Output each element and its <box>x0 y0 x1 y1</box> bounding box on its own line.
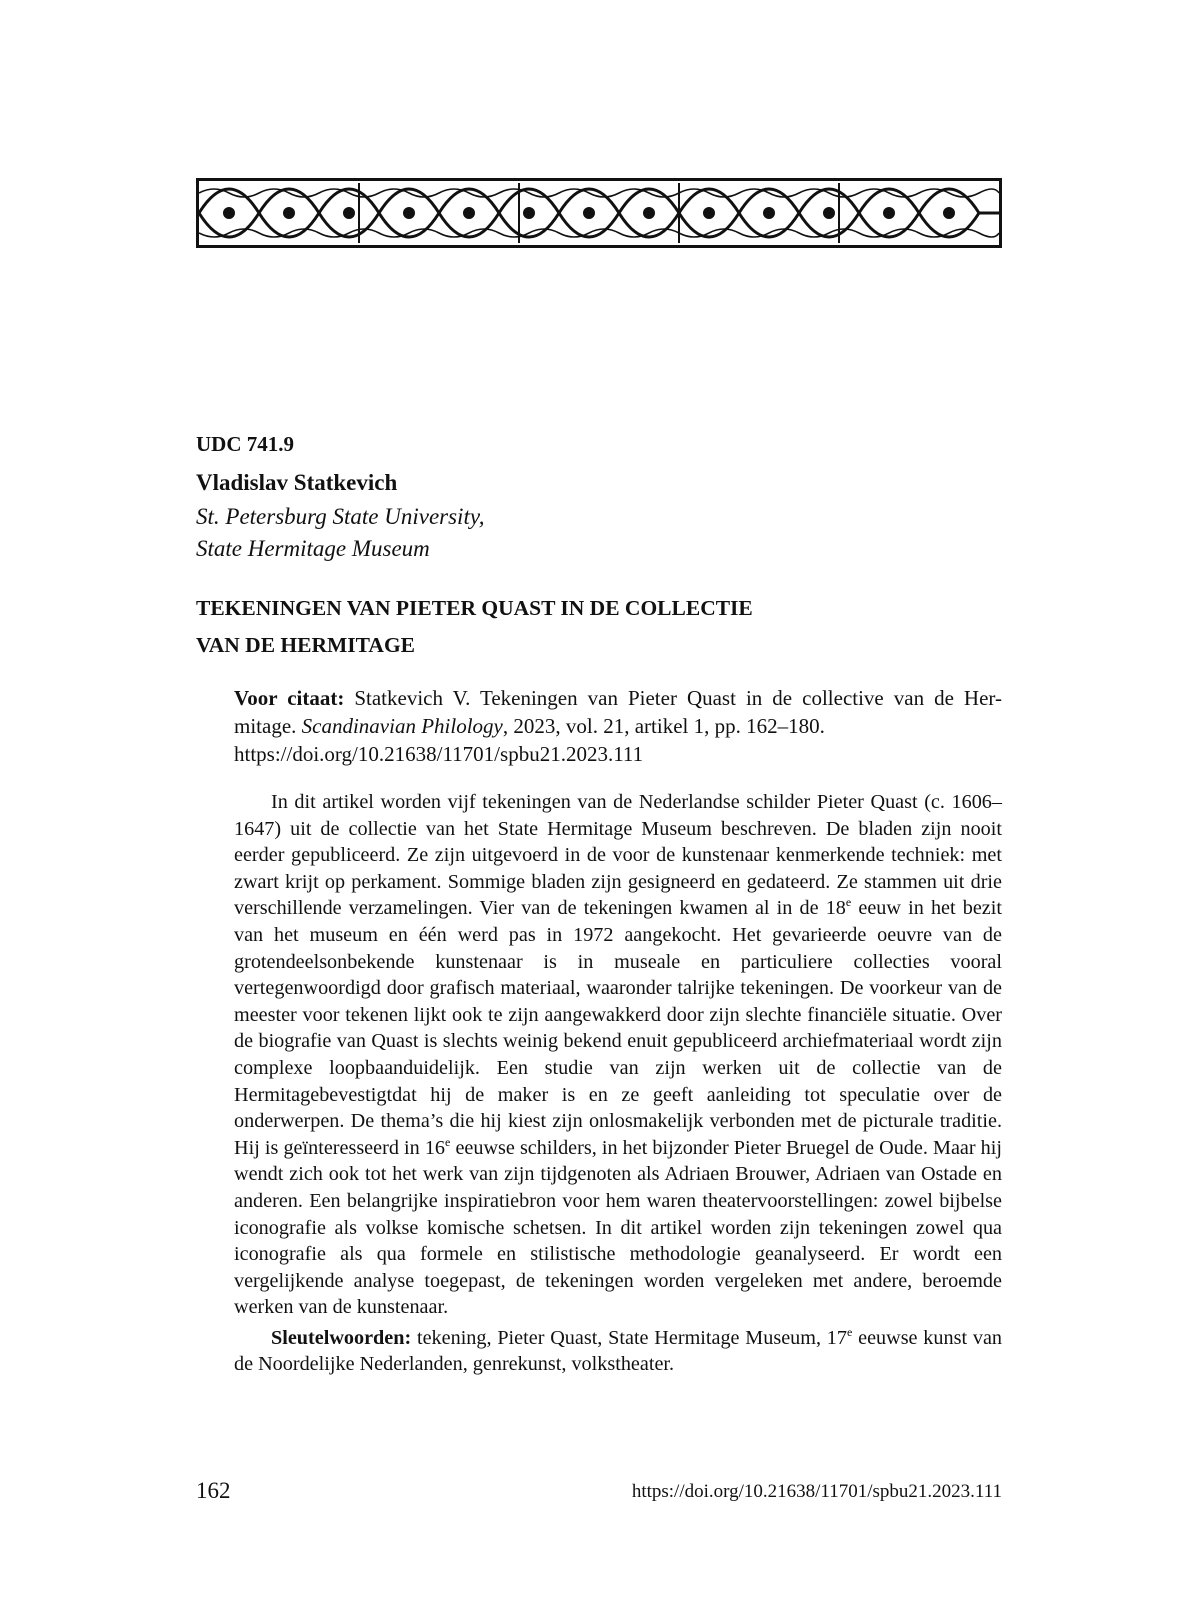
abstract <box>234 789 1002 1378</box>
citation-text: , 2023, vol. 21, artikel 1, pp. 162–180. <box>502 714 825 738</box>
author-affiliation: St. Petersburg State University, <box>196 504 485 529</box>
keywords: Sleutelwoorden: tekening, Pieter Quast, State Hermitage Museum, 17e eeuwse kunst van de Noordelijke Nederlanden, genrekunst, volkstheater. <box>234 1324 1002 1376</box>
keywords-label: Sleutelwoorden: <box>271 1326 412 1349</box>
citation-line <box>234 684 1002 712</box>
udc-code: UDC 741.9 <box>196 432 294 456</box>
citation-doi[interactable]: https://doi.org/10.21638/11701/spbu21.2023.111 <box>234 742 644 766</box>
citation-journal: Scandinavian Philology <box>301 714 503 738</box>
ornamental-banner <box>196 178 1002 248</box>
citation-line <box>234 712 1002 740</box>
article-title: TEKENINGEN VAN PIETER QUAST IN DE COLLECTIE <box>196 596 753 620</box>
citation-text: Statkevich V. Tekeningen van Pieter Quast in de collective van de Her- <box>344 686 1002 710</box>
citation-text: mitage. <box>234 714 302 738</box>
article-title: VAN DE HERMITAGE <box>196 633 416 657</box>
celtic-knotwork-icon <box>199 181 999 245</box>
page-number: 162 <box>196 1478 231 1503</box>
footer-doi[interactable]: https://doi.org/10.21638/11701/spbu21.2023.111 <box>631 1481 1002 1502</box>
abstract-text: In dit artikel worden vijf tekeningen van de Nederlandse schilder Pieter Quast (c. 1606–1647) uit de collectie van het State Hermitage Museum beschreven. De bladen zijn nooit eerder gepubliceerd. Ze zijn uitgevoerd in de voor de kunstenaar kenmerkende techniek: met zwart krijt op perkament. Sommige bladen zijn gesigneerd en gedateerd. Ze stammen uit drie verschillende verzamelingen. Vier van de tekeningen kwamen al in de 18e eeuw in het bezit van het museum en één werd pas in 1972 aangekocht. Het gevarieerde oeuvre van de grotendeelsonbekende kunstenaar is in museale en particuliere collecties vooral vertegenwoordigd door grafisch materiaal, waaronder talrijke tekeningen. De voorkeur van de meester voor tekenen lijkt ook te zijn aangewakkerd door zijn slechte financiële situatie. Over de biografie van Quast is slechts weinig bekend enuit gepubliceerd archiefmateriaal wordt zijn complexe loopbaanduidelijk. Een studie van zijn werken uit de collectie van de Hermitagebevestigtdat hij de maker is en ze geeft aanleiding tot speculatie over de onderwerpen. De thema’s die hij kiest zijn onlosmakelijk verbonden met de picturale traditie. Hij is geïnteresseerd in 16e eeuwse schilders, in het bijzonder Pieter Bruegel de Oude. Maar hij wendt zich ook tot het werk van zijn tijdgenoten als Adriaen Brouwer, Adriaen van Ostade en anderen. Een belangrijke inspiratiebron voor hem waren theatervoorstellingen: zowel bijbelse iconografie als volkse komische schetsen. In dit artikel worden zijn tekeningen zowel qua iconografie als qua formele en stilistische methodologie geanalyseerd. Er wordt een vergelijkende analyse toegepast, de tekeningen worden vergeleken met andere, beroemde werken van de kunstenaar. <box>234 791 1002 1319</box>
citation-label: Voor citaat: <box>234 686 345 710</box>
author-name: Vladislav Statkevich <box>196 470 398 495</box>
author-affiliation: State Hermitage Museum <box>196 536 430 561</box>
